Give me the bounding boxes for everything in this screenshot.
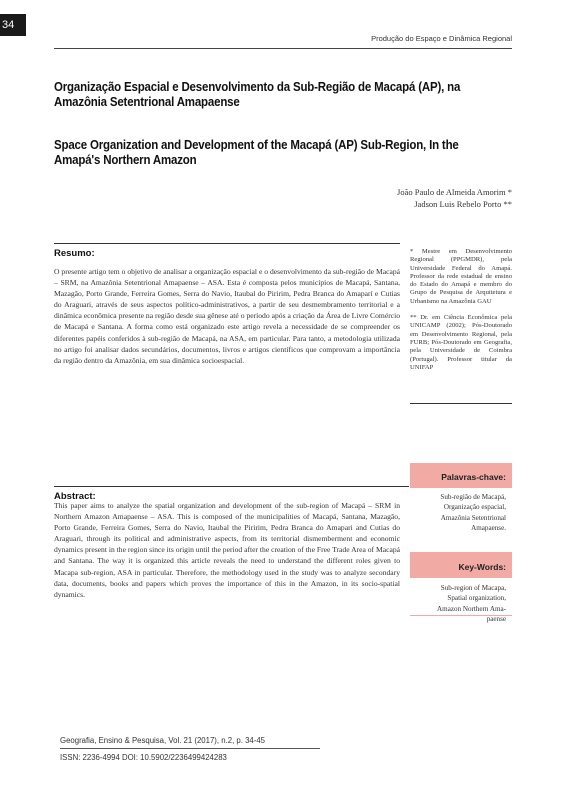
page-number: 34: [0, 14, 26, 36]
resumo-rule: [54, 243, 400, 244]
keyword-pt-item: Amazônia Setentrional: [440, 513, 506, 522]
title-portuguese: Organização Espacial e Desenvolvimento da Sub-Região de Macapá (AP), na Amazônia Setentrional Amapaense: [54, 80, 461, 109]
abstract-rule: [54, 486, 409, 487]
keyword-pt-item: Sub-região de Macapá,: [440, 493, 506, 501]
title-english: Space Organization and Development of the Macapá (AP) Sub-Region, In the Amapá's Northern Amazon: [54, 138, 459, 167]
keyword-pt-item: Amapaense.: [471, 524, 506, 533]
resumo-heading: Resumo:: [54, 248, 95, 259]
authors: [397, 186, 512, 210]
author-2: Jadson Luis Rebelo Porto **: [414, 199, 512, 209]
author-1: João Paulo de Almeida Amorim *: [397, 187, 512, 197]
footnote-rule: [410, 403, 512, 404]
journal-citation: Geografia, Ensino & Pesquisa, Vol. 21 (2017), n.2, p. 34-45: [60, 736, 266, 745]
keywords-en-heading: Key-Words:: [410, 553, 512, 578]
resumo-body: O presente artigo tem o objetivo de analisar a organização espacial e o desenvolvimento da sub-região de Macapá – SRM, na Amazônia Setentrional Amapaense – ASA. Esta é composta pelos municípios de Macapá, Santana, Mazagão, Porto Grande, Ferreira Gomes, Serra do Navio, Itaubal do Piririm, Pedra Branca do Amaparí e Cutias do Araguari, através de seus aspectos político-administrativos, a partir de seu desmembramento territorial e a dinâmica econômica presente na região desde sua gênese até o período após a criação da Área de Livre Comércio de Macapá e Santana. A forma como está organizado este artigo revela a necessidade de se compreender os diferentes papéis conferidos à sub-região de Macapá, na ASA, em particular. Para tanto, a metodologia utilizada no artigo foi analisar dados secundários, documentos, livros e artigos científicos que comprovam a importância da região dentro da Amazônia, em sua dinâmica socioespacial.: [54, 267, 400, 365]
abstract-body: This paper aims to analyze the spatial organization and development of the sub-region of Macapá – SRM in Northern Amazon Amapaense – ASA. This is composed of the municipalities of Macapá, Santana, Mazagão, Porto Grande, Ferreira Gomes, Serra do Navio, Itaubal the Piririm, Pedra Branca do Amapari and Cutias do Araguari, through its political and administrative aspects, from its territorial dismemberment and economic dynamics present in the region since its origin until the period after the creation of the Free Trade Area of Macapá and Santana. The way it is organized this article reveals the need to understand the different roles given to Macapa sub-region, ASA in particular. Therefore, the methodology used in the study was to analyze secondary data, documents, books and papers which proves the importance of this in the Amazon, in its socio-spatial dynamics.: [54, 501, 400, 599]
keywords-pt-list: [416, 492, 506, 534]
author-footnotes: [410, 248, 512, 380]
footnote-2: ** Dr. em Ciência Econômica pela UNICAMP (2002); Pós-Doutorado em Desenvolvimento Regional, pela FURB; Pós-Doutorado em Geografia, pela Universidade de Coimbra (Portugal). Professor titular da UNIFAP: [410, 314, 512, 371]
keyword-en-item: paense: [486, 615, 506, 624]
issn-doi: ISSN: 2236-4994 DOI: 10.5902/2236499424283: [60, 752, 227, 762]
keywords-pt-heading: Palavras-chave:: [410, 463, 512, 488]
keywords-en-list: [416, 583, 506, 625]
keyword-en-item: Sub-region of Macapa,: [440, 584, 506, 592]
keyword-en-item: Spatial organization,: [447, 594, 506, 603]
keyword-en-item: Amazon Northern Ama-: [437, 604, 506, 613]
footnote-1: * Mestre em Desenvolvimento Regional (PPGMDR), pela Universidade Federal do Amapá. Professor da rede estadual de ensino do Estado do Amapá e membro do Grupo de Pesquisa de Arquitetura e Urbanismo na Amazônia GAU: [410, 248, 512, 305]
running-head: Produção do Espaço e Dinâmica Regional: [371, 34, 512, 43]
abstract-heading: Abstract:: [54, 491, 96, 502]
keywords-en-divider: [410, 615, 512, 616]
header-rule: [54, 48, 512, 49]
journal-footer: [60, 736, 320, 763]
keyword-pt-item: Organização espacial,: [443, 503, 506, 512]
